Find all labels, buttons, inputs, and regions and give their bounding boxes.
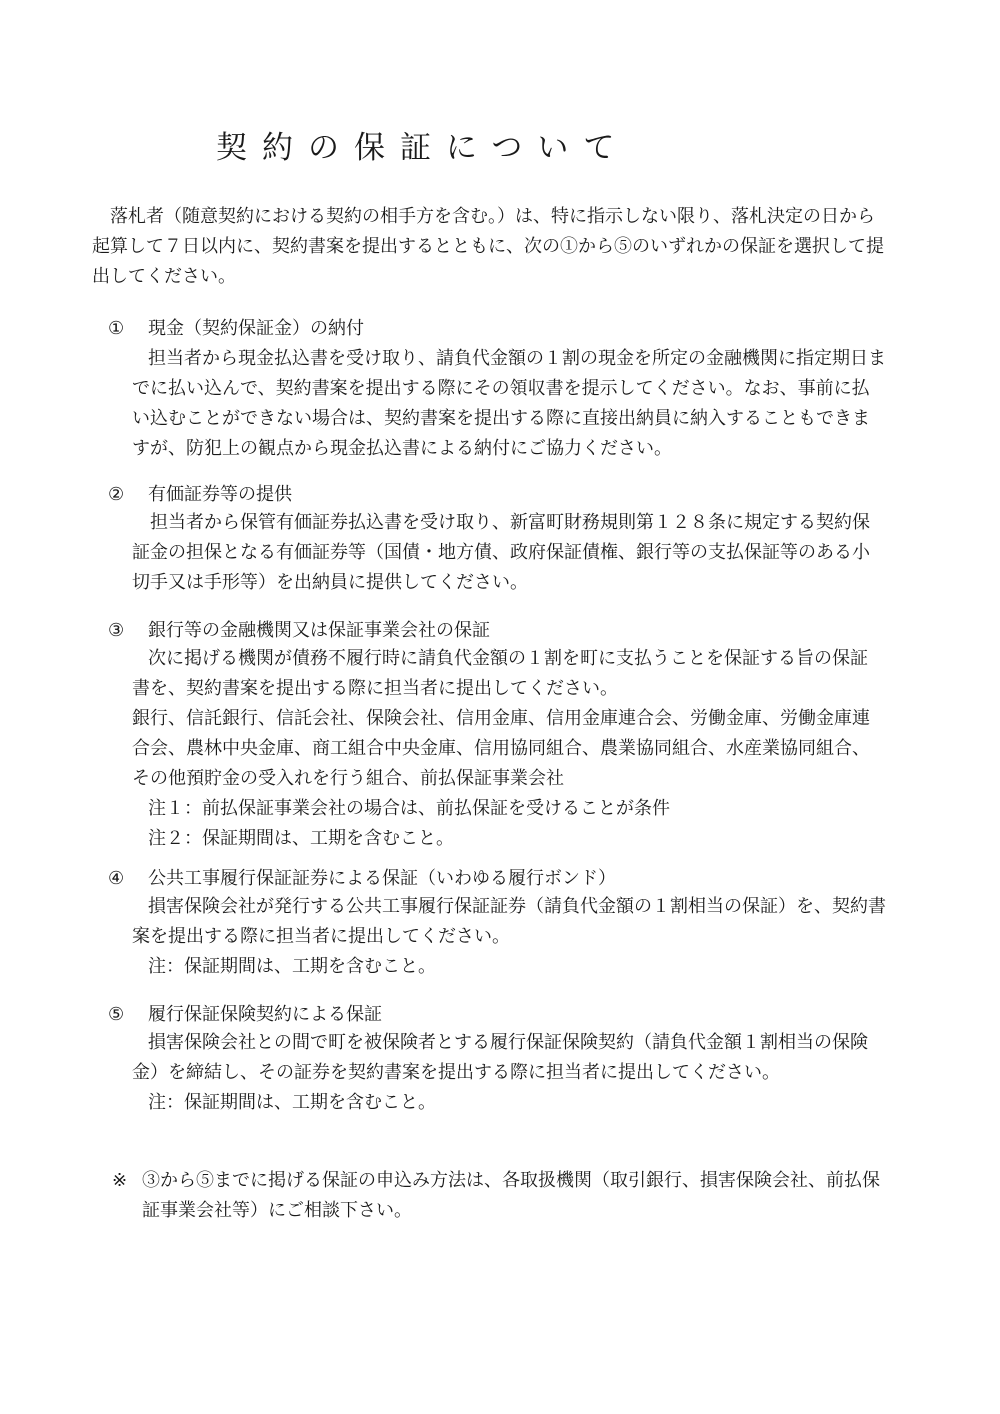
section-line: 案を提出する際に担当者に提出してください。: [132, 926, 510, 947]
section-body-3: [132, 644, 870, 854]
section-body-1: [132, 344, 886, 464]
section-title: 有価証券等の提供: [148, 484, 292, 505]
section-line: でに払い込んで、契約書案を提出する際にその領収書を提示してください。なお、事前に払: [132, 378, 870, 399]
section-line: 切手又は手形等）を出納員に提供してください。: [132, 572, 528, 593]
note-mark: ※: [112, 1170, 128, 1191]
section-line: 損害保険会社との間で町を被保険者とする履行保証保険契約（請負代金額１割相当の保険: [148, 1032, 868, 1053]
section-line: 注：保証期間は、工期を含むこと。: [148, 1092, 436, 1113]
section-line: 合会、農林中央金庫、商工組合中央金庫、信用協同組合、農業協同組合、水産業協同組合、: [132, 738, 870, 759]
section-heading-3: [108, 616, 490, 646]
intro-line: 出してください。: [92, 266, 236, 287]
section-body-2: [132, 508, 870, 598]
note-body: [142, 1166, 880, 1226]
intro-line: 落札者（随意契約における契約の相手方を含む。）は、特に指示しない限り、落札決定の日から: [110, 206, 875, 227]
section-number: ④: [108, 868, 125, 889]
intro-line: 起算して７日以内に、契約書案を提出するとともに、次の①から⑤のいずれかの保証を選択して提: [92, 236, 884, 257]
section-line: 銀行、信託銀行、信託会社、保険会社、信用金庫、信用金庫連合会、労働金庫、労働金庫連: [132, 708, 870, 729]
section-heading-1: [108, 314, 364, 344]
section-number: ③: [108, 620, 125, 641]
page-title: 契約の保証について: [216, 130, 630, 166]
section-number: ⑤: [108, 1004, 125, 1025]
section-line: 注１：前払保証事業会社の場合は、前払保証を受けることが条件: [148, 798, 670, 819]
section-line: 書を、契約書案を提出する際に担当者に提出してください。: [132, 678, 618, 699]
section-title: 履行保証保険契約による保証: [148, 1004, 382, 1025]
section-line: 担当者から保管有価証券払込書を受け取り、新富町財務規則第１２８条に規定する契約保: [150, 512, 870, 533]
section-line: その他預貯金の受入れを行う組合、前払保証事業会社: [132, 768, 564, 789]
section-line: 金）を締結し、その証券を契約書案を提出する際に担当者に提出してください。: [132, 1062, 780, 1083]
note-line: 証事業会社等）にご相談下さい。: [142, 1200, 412, 1221]
intro-paragraph: [92, 202, 884, 292]
section-line: 注２：保証期間は、工期を含むこと。: [148, 828, 454, 849]
section-body-4: [132, 892, 886, 982]
section-line: 次に掲げる機関が債務不履行時に請負代金額の１割を町に支払うことを保証する旨の保証: [148, 648, 868, 669]
section-line: 注：保証期間は、工期を含むこと。: [148, 956, 436, 977]
section-line: 証金の担保となる有価証券等（国債・地方債、政府保証債権、銀行等の支払保証等のある小: [132, 542, 870, 563]
section-line: 担当者から現金払込書を受け取り、請負代金額の１割の現金を所定の金融機関に指定期日ま: [148, 348, 886, 369]
section-title: 公共工事履行保証証券による保証（いわゆる履行ボンド）: [148, 868, 616, 889]
section-line: い込むことができない場合は、契約書案を提出する際に直接出納員に納入することもできま: [132, 408, 870, 429]
note-line: ③から⑤までに掲げる保証の申込み方法は、各取扱機関（取引銀行、損害保険会社、前払保: [142, 1170, 880, 1191]
section-heading-5: [108, 1000, 382, 1030]
section-heading-2: [108, 480, 292, 510]
section-title: 現金（契約保証金）の納付: [148, 318, 364, 339]
section-title: 銀行等の金融機関又は保証事業会社の保証: [148, 620, 490, 641]
section-line: すが、防犯上の観点から現金払込書による納付にご協力ください。: [132, 438, 672, 459]
section-body-5: [132, 1028, 868, 1118]
section-line: 損害保険会社が発行する公共工事履行保証証券（請負代金額の１割相当の保証）を、契約書: [148, 896, 886, 917]
section-heading-4: [108, 864, 616, 894]
section-number: ②: [108, 484, 125, 505]
section-number: ①: [108, 318, 125, 339]
